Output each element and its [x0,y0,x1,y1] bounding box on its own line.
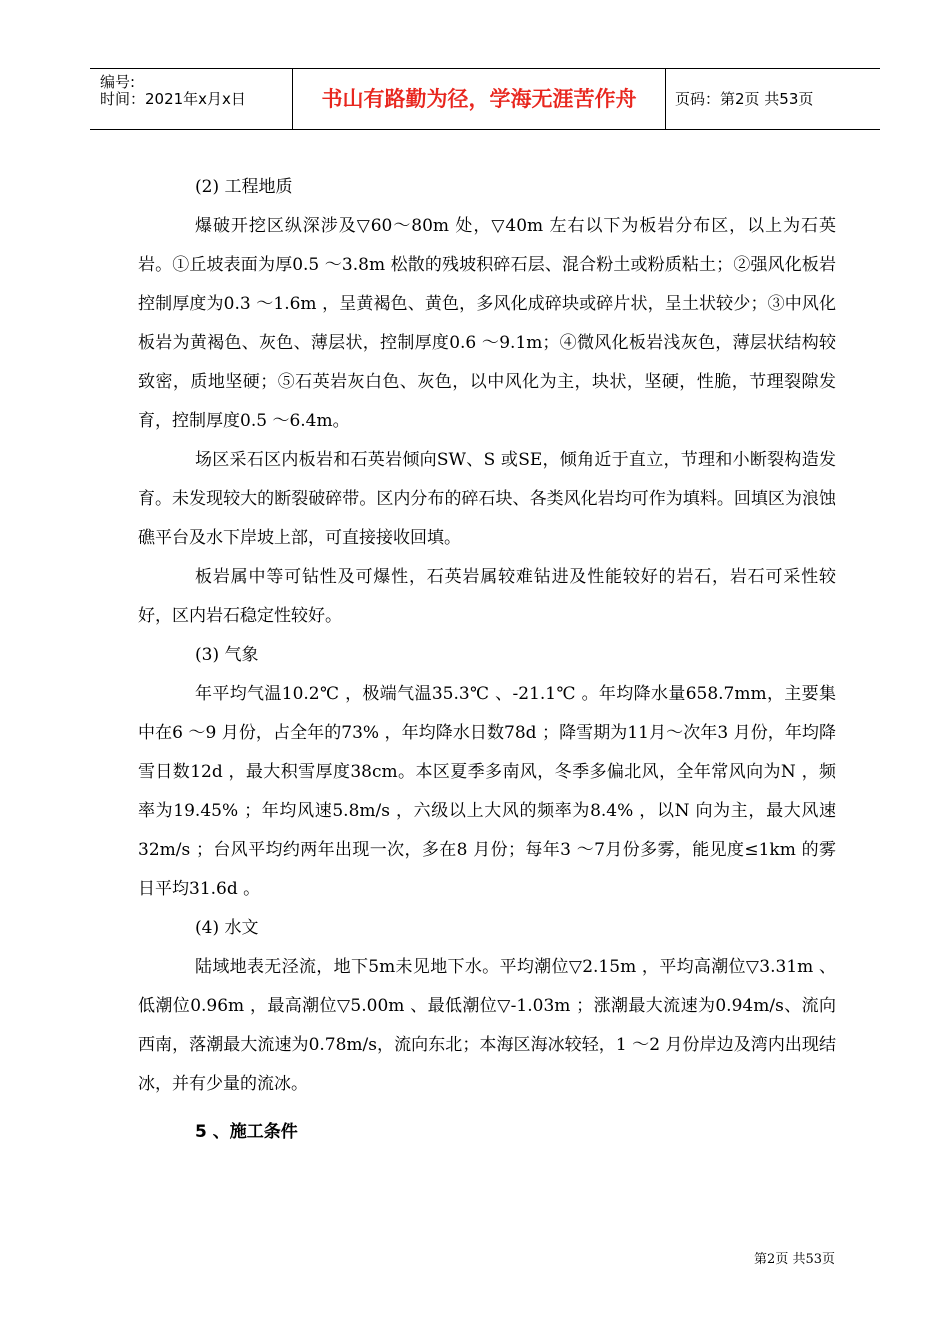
serial-label: 编号: [100,73,136,91]
geology-paragraph-2: 场区采石区内板岩和石英岩倾向SW、S 或SE，倾角近于直立，节理和小断裂构造发育。未发现较大的断裂破碎带。区内分布的碎石块、各类风化岩均可作为填料。回填区为浪蚀礁平台及水下岸坡上部，可直接接收回填。 [138,450,836,548]
header-meta-cell [90,69,292,129]
header-page-label: 页码：第2页 共53页 [675,90,814,108]
header-motto: 书山有路勤为径，学海无涯苦作舟 [321,87,637,111]
header-motto-cell [292,69,666,129]
section-gap [138,1104,836,1113]
geology-paragraph-1: 爆破开挖区纵深涉及▽60～80m 处，▽40m 左右以下为板岩分布区，以上为石英岩。①丘坡表面为厚0.5 ～3.8m 松散的残坡积碎石层、混合粉土或粉质粘土；②强风化板岩控制厚度为0.3 ～1.6m ，呈黄褐色、黄色，多风化成碎块或碎片状，呈土状较少；③中风化板岩为黄褐色、灰色、薄层状，控制厚度0.6 ～9.1m；④微风化板岩浅灰色，薄层状结构较致密，质地坚硬；⑤石英岩灰白色、灰色，以中风化为主，块状，坚硬，性脆，节理裂隙发育，控制厚度0.5 ～6.4m。 [138,216,836,431]
geology-heading: (2) 工程地质 [195,177,293,197]
page-header [90,68,880,130]
document-body [138,168,836,1152]
construction-heading: 5 、施工条件 [195,1122,298,1142]
header-page-cell [665,69,880,129]
climate-heading: (3) 气象 [195,645,259,665]
geology-paragraph-3: 板岩属中等可钻性及可爆性，石英岩属较难钻进及性能较好的岩石，岩石可采性较好，区内岩石稳定性较好。 [138,567,836,626]
hydrology-heading: (4) 水文 [195,918,259,938]
climate-paragraph: 年平均气温10.2℃ ，极端气温35.3℃ 、-21.1℃ 。年均降水量658.7mm，主要集中在6 ～9 月份，占全年的73% ，年均降水日数78d ；降雪期为11月～次年3 月份，年均降雪日数12d ，最大积雪厚度38cm。本区夏季多南风，冬季多偏北风，全年常风向为N ，频率为19.45% ；年均风速5.8m/s ，六级以上大风的频率为8.4% ，以N 向为主，最大风速32m/s ；台风平均约两年出现一次，多在8 月份；每年3 ～7月份多雾，能见度≤1km 的雾日平均31.6d 。 [138,684,836,899]
time-label: 时间：2021年x月x日 [100,90,246,108]
footer-page-label: 第2页 共53页 [754,1252,835,1267]
hydrology-paragraph: 陆域地表无泾流，地下5m未见地下水。平均潮位▽2.15m ，平均高潮位▽3.31m 、低潮位0.96m ，最高潮位▽5.00m 、最低潮位▽-1.03m ；涨潮最大流速为0.94m/s、流向西南，落潮最大流速为0.78m/s，流向东北；本海区海冰较轻，1 ～2 月份岸边及湾内出现结冰，并有少量的流冰。 [138,957,836,1094]
